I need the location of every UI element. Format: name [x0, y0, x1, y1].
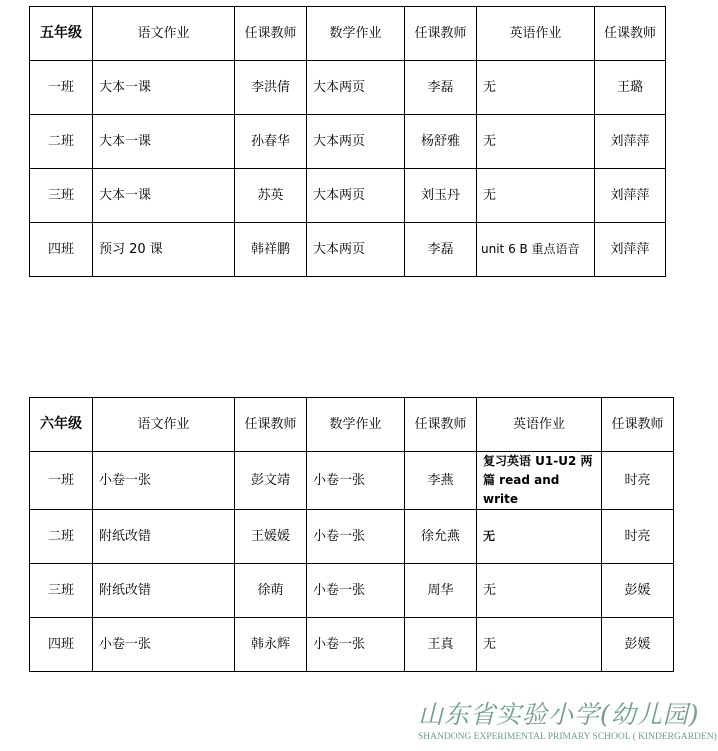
chinese-homework: 预习 20 课 — [93, 223, 235, 277]
header-teacher: 任课教师 — [405, 7, 477, 61]
english-homework: unit 6 B 重点语音 — [477, 223, 595, 277]
header-chinese-homework: 语文作业 — [93, 398, 235, 452]
chinese-teacher: 彭文靖 — [235, 452, 307, 510]
english-homework: 无 — [477, 564, 602, 618]
class-name: 三班 — [30, 169, 93, 223]
math-homework: 大本两页 — [307, 115, 405, 169]
math-homework: 小卷一张 — [307, 452, 405, 510]
grade-label: 六年级 — [30, 398, 93, 452]
chinese-homework: 附纸改错 — [93, 564, 235, 618]
table-row — [30, 169, 666, 223]
math-homework: 大本两页 — [307, 61, 405, 115]
chinese-teacher: 韩祥鹏 — [235, 223, 307, 277]
class-name: 一班 — [30, 452, 93, 510]
header-teacher: 任课教师 — [235, 398, 307, 452]
english-homework: 无 — [477, 618, 602, 672]
table-row — [30, 564, 674, 618]
english-teacher: 刘萍萍 — [595, 169, 666, 223]
chinese-homework: 大本一课 — [93, 115, 235, 169]
header-math-homework: 数学作业 — [307, 7, 405, 61]
class-name: 一班 — [30, 61, 93, 115]
english-homework: 无 — [477, 115, 595, 169]
english-teacher: 彭媛 — [602, 618, 674, 672]
table-row — [30, 61, 666, 115]
school-name-chinese: 山东省实验小学(幼儿园) — [418, 700, 700, 729]
chinese-homework: 小卷一张 — [93, 452, 235, 510]
grade5-homework-table — [29, 6, 666, 277]
chinese-homework: 大本一课 — [93, 169, 235, 223]
header-math-homework: 数学作业 — [307, 398, 405, 452]
grade6-homework-table — [29, 397, 674, 672]
header-english-homework: 英语作业 — [477, 398, 602, 452]
math-teacher: 徐允燕 — [405, 510, 477, 564]
chinese-teacher: 苏英 — [235, 169, 307, 223]
math-homework: 大本两页 — [307, 223, 405, 277]
header-english-homework: 英语作业 — [477, 7, 595, 61]
chinese-homework: 大本一课 — [93, 61, 235, 115]
english-teacher: 刘萍萍 — [595, 223, 666, 277]
header-teacher: 任课教师 — [595, 7, 666, 61]
english-teacher: 刘萍萍 — [595, 115, 666, 169]
school-logo-watermark — [418, 700, 717, 748]
chinese-homework: 小卷一张 — [93, 618, 235, 672]
chinese-teacher: 李洪倩 — [235, 61, 307, 115]
table-row — [30, 115, 666, 169]
table-row — [30, 223, 666, 277]
class-name: 二班 — [30, 510, 93, 564]
math-teacher: 杨舒雅 — [405, 115, 477, 169]
table-row — [30, 618, 674, 672]
math-teacher: 王真 — [405, 618, 477, 672]
chinese-teacher: 孙春华 — [235, 115, 307, 169]
english-homework: 复习英语 U1-U2 两篇 read and write — [477, 452, 602, 510]
class-name: 三班 — [30, 564, 93, 618]
math-teacher: 李磊 — [405, 61, 477, 115]
math-homework: 小卷一张 — [307, 564, 405, 618]
english-teacher: 王璐 — [595, 61, 666, 115]
math-homework: 小卷一张 — [307, 510, 405, 564]
english-teacher: 彭媛 — [602, 564, 674, 618]
school-name-english: SHANDONG EXPERIMENTAL PRIMARY SCHOOL ( KINDERGARDEN) — [418, 732, 717, 742]
header-teacher: 任课教师 — [602, 398, 674, 452]
chinese-teacher: 王媛媛 — [235, 510, 307, 564]
english-homework: 无 — [477, 169, 595, 223]
header-teacher: 任课教师 — [235, 7, 307, 61]
english-homework: 无 — [477, 510, 602, 564]
math-teacher: 李燕 — [405, 452, 477, 510]
class-name: 四班 — [30, 618, 93, 672]
chinese-homework: 附纸改错 — [93, 510, 235, 564]
table-header-row — [30, 398, 674, 452]
header-teacher: 任课教师 — [405, 398, 477, 452]
class-name: 四班 — [30, 223, 93, 277]
english-teacher: 时亮 — [602, 452, 674, 510]
class-name: 二班 — [30, 115, 93, 169]
english-homework: 无 — [477, 61, 595, 115]
grade-label: 五年级 — [30, 7, 93, 61]
table-row — [30, 510, 674, 564]
math-teacher: 李磊 — [405, 223, 477, 277]
table-row — [30, 452, 674, 510]
english-teacher: 时亮 — [602, 510, 674, 564]
math-teacher: 刘玉丹 — [405, 169, 477, 223]
chinese-teacher: 韩永辉 — [235, 618, 307, 672]
table-header-row — [30, 7, 666, 61]
chinese-teacher: 徐萌 — [235, 564, 307, 618]
header-chinese-homework: 语文作业 — [93, 7, 235, 61]
math-homework: 小卷一张 — [307, 618, 405, 672]
math-teacher: 周华 — [405, 564, 477, 618]
math-homework: 大本两页 — [307, 169, 405, 223]
